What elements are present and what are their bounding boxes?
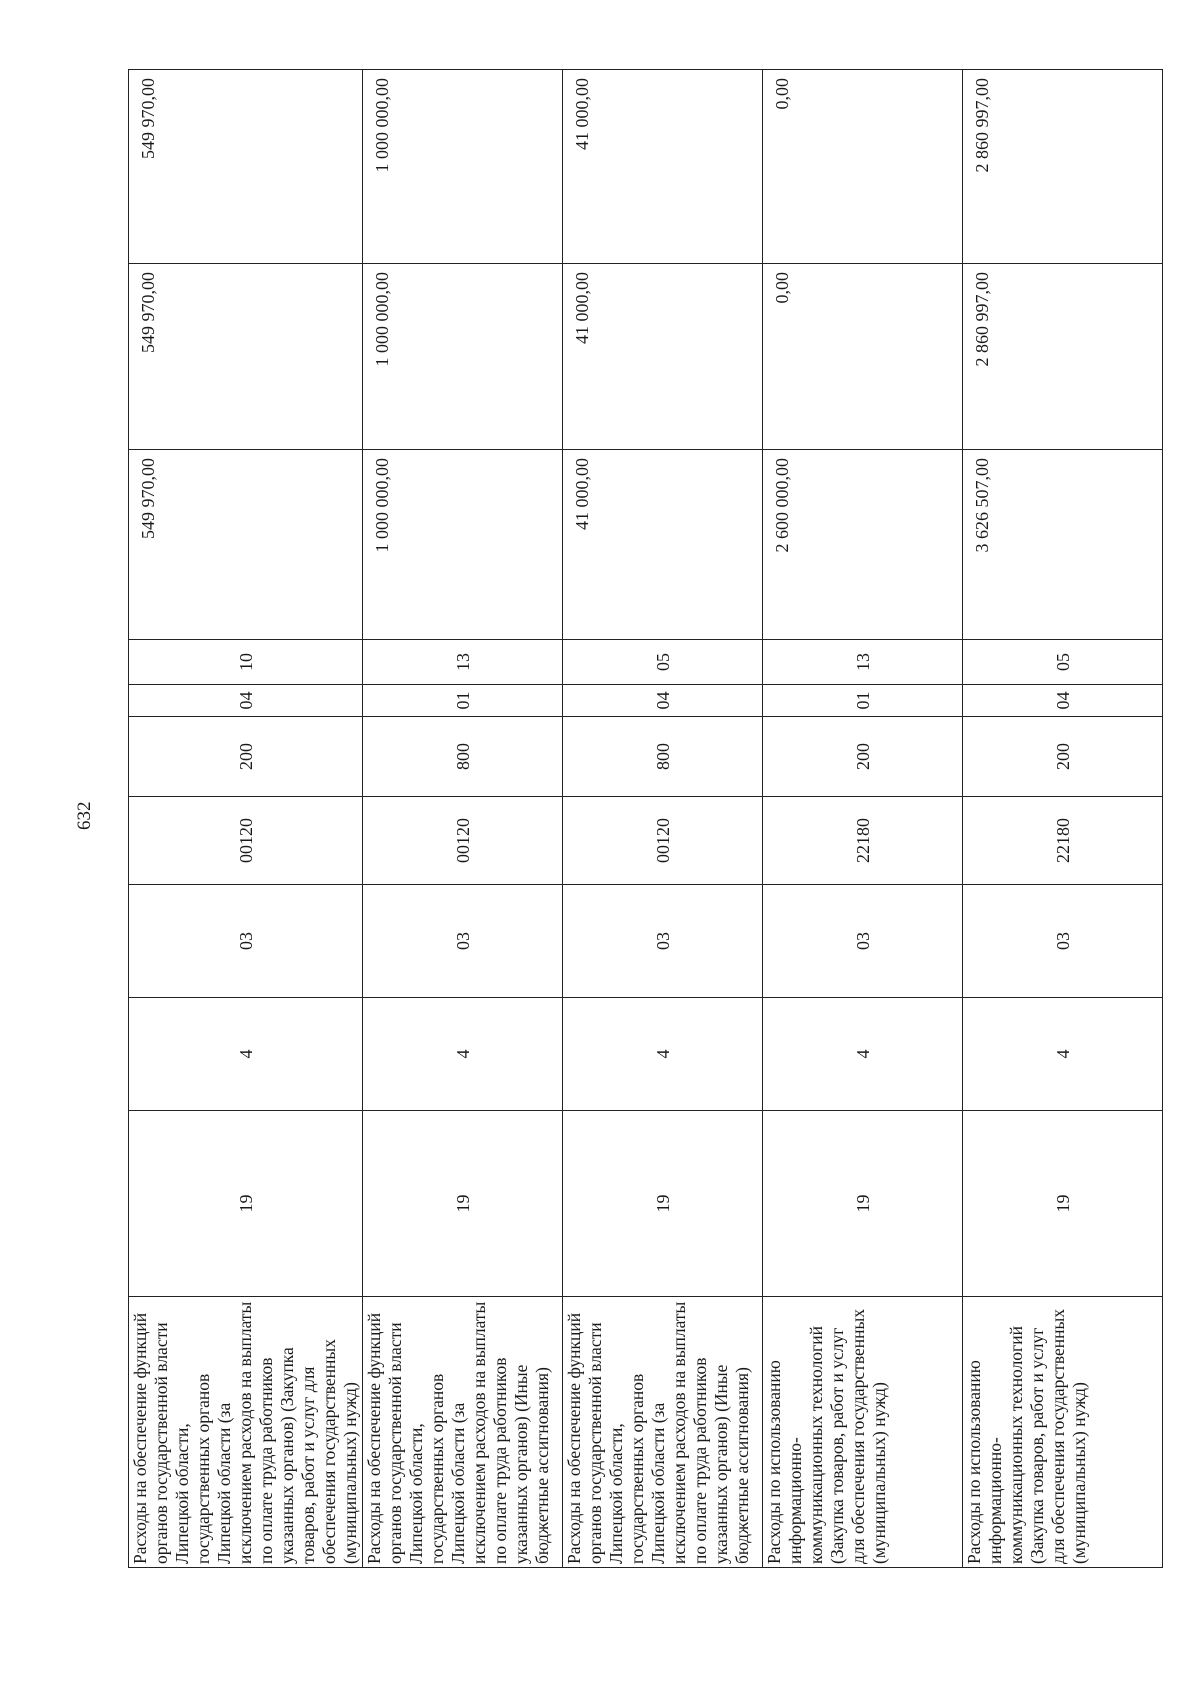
row-name: Расходы по использованию информационно-коммуникационных технологий (Закупка товаров, работ и услуг для обеспечения государственных (муниципальных) нужд) — [763, 1297, 963, 1568]
cell-code-4: 00120 — [129, 797, 363, 885]
cell-code-7: 10 — [129, 640, 363, 685]
budget-table-frame — [128, 70, 1128, 1568]
cell-code-5: 200 — [763, 717, 963, 797]
cell-amount-2: 2 860 997,00 — [963, 264, 1163, 450]
cell-code-4: 22180 — [763, 797, 963, 885]
cell-code-6: 04 — [129, 685, 363, 717]
cell-code-3: 03 — [763, 885, 963, 998]
table-row — [563, 70, 763, 1568]
cell-code-5: 200 — [129, 717, 363, 797]
table-row — [129, 70, 363, 1568]
cell-code-7: 05 — [563, 640, 763, 685]
cell-code-6: 01 — [763, 685, 963, 717]
cell-amount-3: 0,00 — [763, 70, 963, 264]
cell-amount-1: 2 600 000,00 — [763, 450, 963, 640]
cell-amount-3: 549 970,00 — [129, 70, 363, 264]
cell-amount-3: 1 000 000,00 — [363, 70, 563, 264]
cell-code-1: 19 — [363, 1111, 563, 1297]
cell-amount-2: 549 970,00 — [129, 264, 363, 450]
cell-code-1: 19 — [129, 1111, 363, 1297]
cell-code-6: 04 — [563, 685, 763, 717]
cell-code-5: 800 — [563, 717, 763, 797]
cell-code-3: 03 — [363, 885, 563, 998]
cell-code-3: 03 — [963, 885, 1163, 998]
table-row — [363, 70, 563, 1568]
cell-amount-1: 1 000 000,00 — [363, 450, 563, 640]
cell-code-2: 4 — [563, 998, 763, 1111]
row-name: Расходы по использованию информационно-коммуникационных технологий (Закупка товаров, работ и услуг для обеспечения государственных (муниципальных) нужд) — [963, 1297, 1163, 1568]
cell-amount-2: 0,00 — [763, 264, 963, 450]
row-name: Расходы на обеспечение функций органов государственной власти Липецкой области, государственных органов Липецкой области (за исключением расходов на выплаты по оплате труда работников указанных органов) (Иные бюджетные ассигнования) — [563, 1297, 763, 1568]
cell-code-6: 01 — [363, 685, 563, 717]
cell-code-2: 4 — [129, 998, 363, 1111]
cell-code-3: 03 — [129, 885, 363, 998]
cell-code-3: 03 — [563, 885, 763, 998]
cell-code-2: 4 — [363, 998, 563, 1111]
cell-code-5: 800 — [363, 717, 563, 797]
row-name: Расходы на обеспечение функций органов государственной власти Липецкой области, государственных органов Липецкой области (за исключением расходов на выплаты по оплате труда работников указанных органов) (Иные бюджетные ассигнования) — [363, 1297, 563, 1568]
table-row — [963, 70, 1163, 1568]
cell-code-1: 19 — [563, 1111, 763, 1297]
cell-amount-3: 41 000,00 — [563, 70, 763, 264]
cell-code-7: 13 — [763, 640, 963, 685]
cell-code-2: 4 — [963, 998, 1163, 1111]
cell-code-4: 00120 — [363, 797, 563, 885]
cell-amount-1: 549 970,00 — [129, 450, 363, 640]
rotated-table-wrapper — [128, 70, 1128, 1568]
cell-code-1: 19 — [763, 1111, 963, 1297]
cell-code-4: 00120 — [563, 797, 763, 885]
cell-code-1: 19 — [963, 1111, 1163, 1297]
cell-amount-1: 41 000,00 — [563, 450, 763, 640]
cell-amount-1: 3 626 507,00 — [963, 450, 1163, 640]
cell-code-2: 4 — [763, 998, 963, 1111]
cell-code-4: 22180 — [963, 797, 1163, 885]
page-number: 632 — [74, 801, 95, 830]
cell-amount-2: 1 000 000,00 — [363, 264, 563, 450]
row-name: Расходы на обеспечение функций органов государственной власти Липецкой области, государственных органов Липецкой области (за исключением расходов на выплаты по оплате труда работников указанных органов) (Закупка товаров, работ и услуг для обеспечения государственных (муниципальных) нужд) — [129, 1297, 363, 1568]
cell-amount-3: 2 860 997,00 — [963, 70, 1163, 264]
budget-table — [128, 69, 1163, 1568]
cell-code-6: 04 — [963, 685, 1163, 717]
cell-code-7: 13 — [363, 640, 563, 685]
cell-amount-2: 41 000,00 — [563, 264, 763, 450]
cell-code-7: 05 — [963, 640, 1163, 685]
table-row — [763, 70, 963, 1568]
cell-code-5: 200 — [963, 717, 1163, 797]
